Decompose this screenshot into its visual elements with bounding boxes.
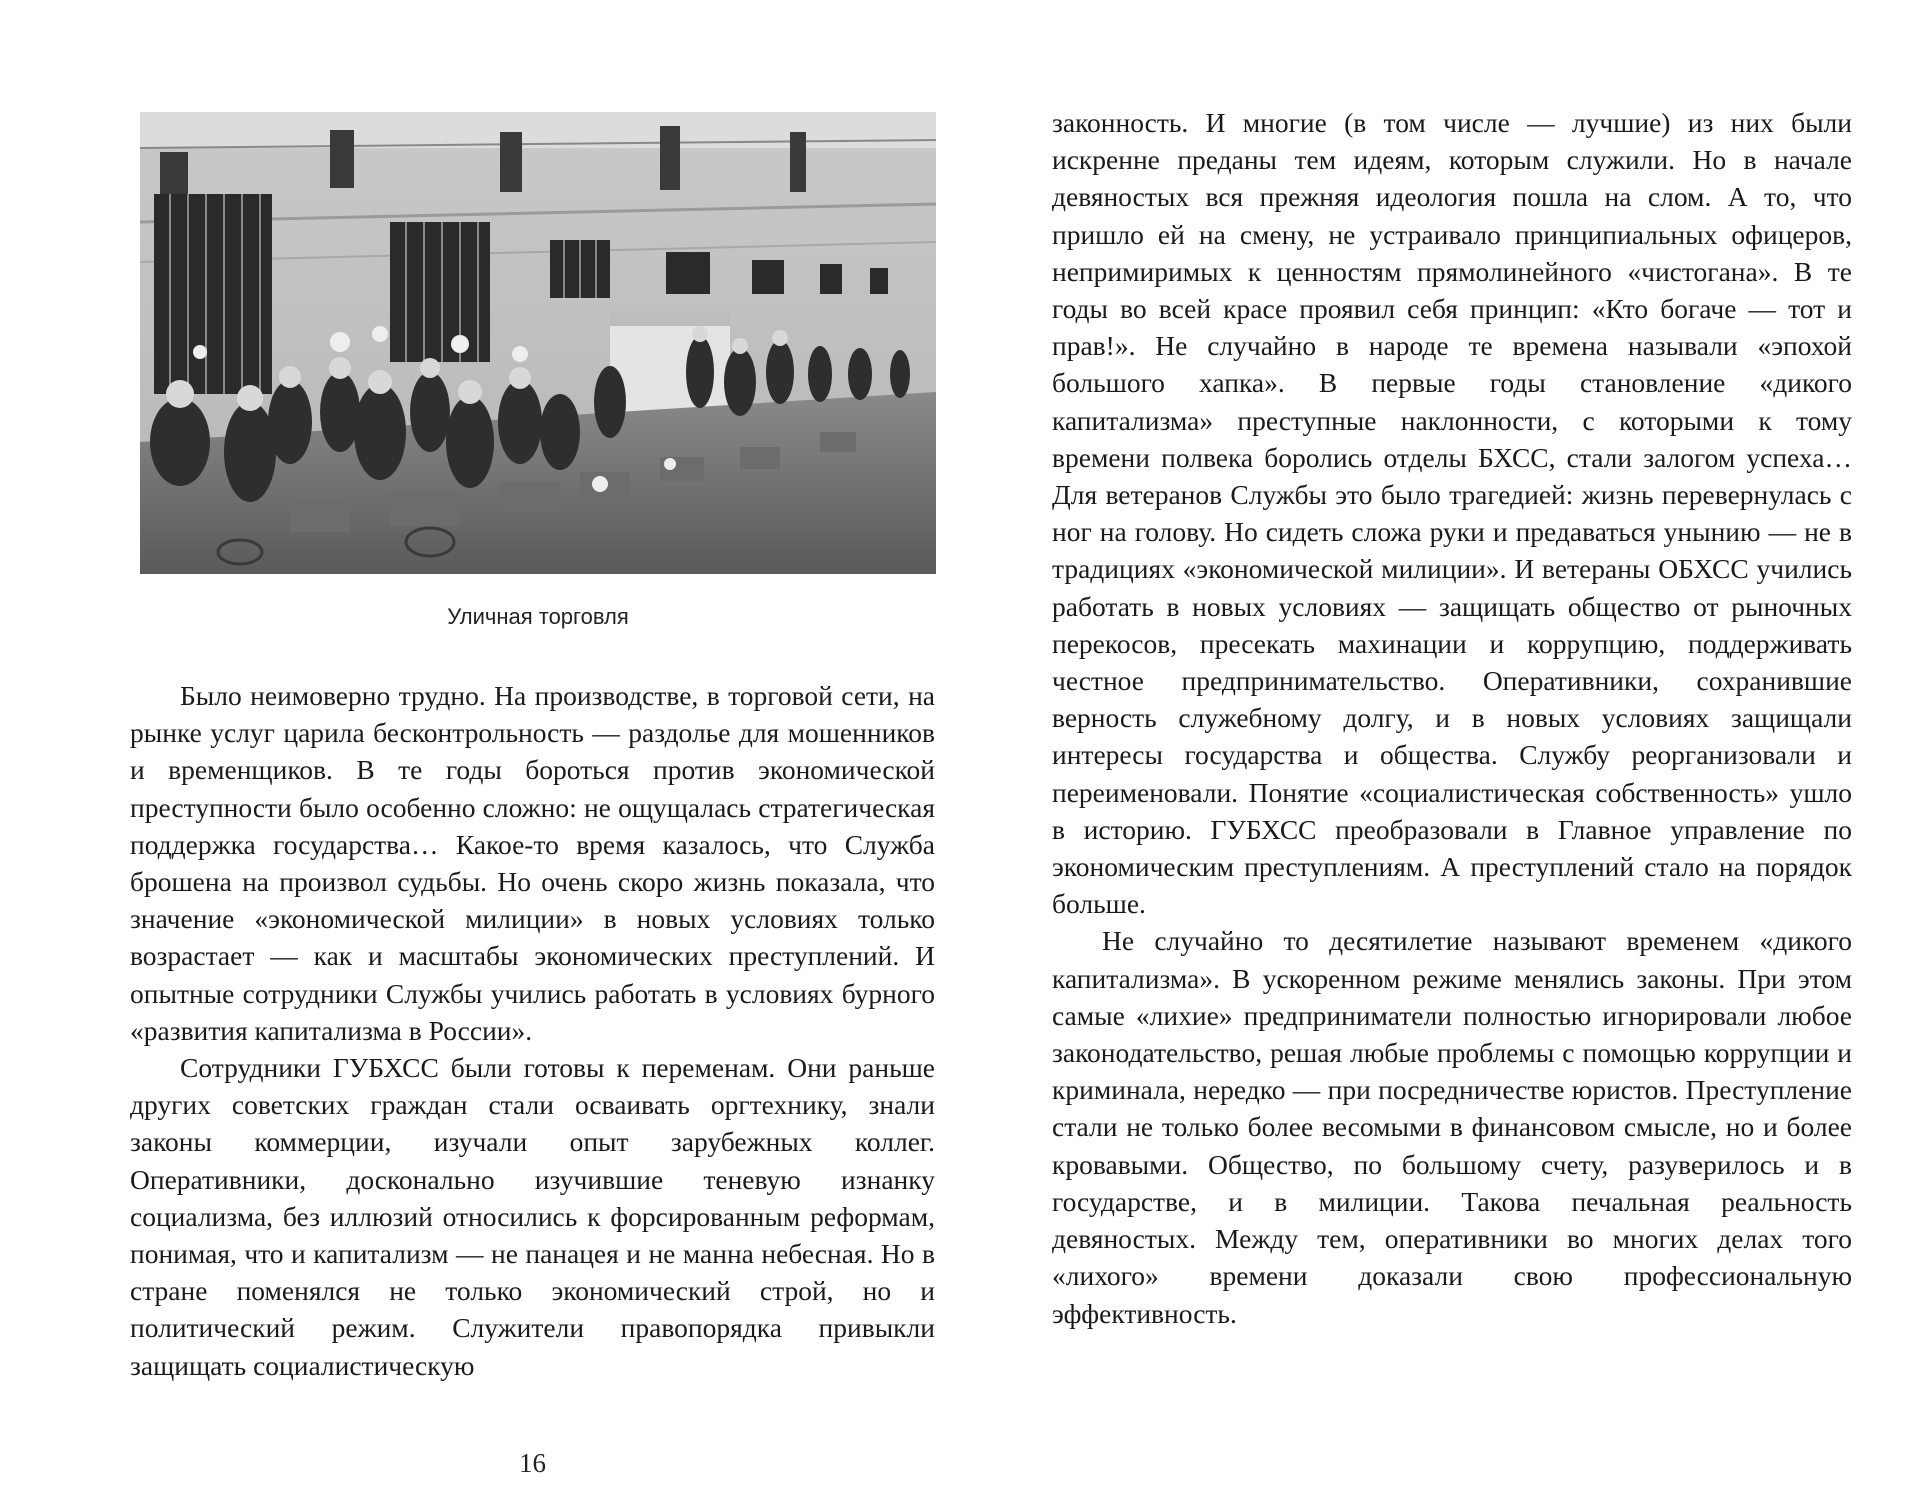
photo-caption: Уличная торговля: [447, 604, 629, 629]
page-number: 16: [519, 1448, 546, 1478]
paragraph: Не случайно то десятилетие называют временем «дикого капитализма». В ускоренном режиме менялись законы. При этом самые «лихие» предприниматели полностью игнорировали любое законодательство, решая любые проблемы с помощью коррупции и криминала, нередко — при посредничестве юристов. Преступление стали не только более весомыми в финансовом смысле, но и более кровавыми. Общество, по большому счету, разуверилось и в государстве, и в милиции. Такова печальная реальность девяностых. Между тем, оперативники во многих делах того «лихого» времени доказали свою профессиональную эффективность.: [1052, 925, 1852, 1329]
right-body-text: [1052, 104, 1852, 1332]
paragraph: Было неимоверно трудно. На производстве, в торговой сети, на рынке услуг царила бесконтрольность — раздолье для мошенников и временщиков. В те годы бороться против экономической преступности было особенно сложно: не ощущалась стратегическая поддержка государства… Какое-то время казалось, что Служба брошена на произвол судьбы. Но очень скоро жизнь показала, что значение «экономической милиции» в новых условиях только возрастает — как и масштабы экономических преступлений. И опытные сотрудники Службы учились работать в условиях бурного «развития капитализма в России».: [130, 680, 935, 1046]
street-trade-photo: [140, 112, 936, 574]
paragraph: законность. И многие (в том числе — лучшие) из них были искренне преданы тем идеям, которым служили. Но в начале девяностых вся прежняя идеология пошла на слом. А то, что пришло ей на смену, не устраивало принципиальных офицеров, непримиримых к ценностям прямолинейного «чистогана». В те годы во всей красе проявил себя принцип: «Кто богаче — тот и прав!». Не случайно в народе те времена называли «эпохой большого хапка». В первые годы становление «дикого капитализма» преступные наклонности, с которыми к тому времени полвека боролись отделы БХСС, стали залогом успеха… Для ветеранов Службы это было трагедией: жизнь перевернулась с ног на голову. Но сидеть сложа руки и предаваться унынию — не в традициях «экономической милиции». И ветераны ОБХСС учились работать в новых условиях — защищать общество от рыночных перекосов, пресекать махинации и коррупцию, поддерживать честное предпринимательство. Оперативники, сохранившие верность служебному долгу, и в новых условиях защищали интересы государства и общества. Службу реорганизовали и переименовали. Понятие «социалистическая собственность» ушло в историю. ГУБХСС преобразовали в Главное управление по экономическим преступлениям. А преступлений стало на порядок больше.: [1052, 107, 1852, 920]
left-body-text: [130, 677, 935, 1384]
paragraph: Сотрудники ГУБХСС были готовы к переменам. Они раньше других советских граждан стали осваивать оргтехнику, знали законы коммерции, изучали опыт зарубежных коллег. Оперативники, досконально изучившие теневую изнанку социализма, без иллюзий относились к форсированным реформам, понимая, что и капитализм — не панацея и не манна небесная. Но в стране поменялся не только экономический строй, но и политический режим. Служители правопорядка привыкли защищать социалистическую: [130, 1052, 935, 1381]
